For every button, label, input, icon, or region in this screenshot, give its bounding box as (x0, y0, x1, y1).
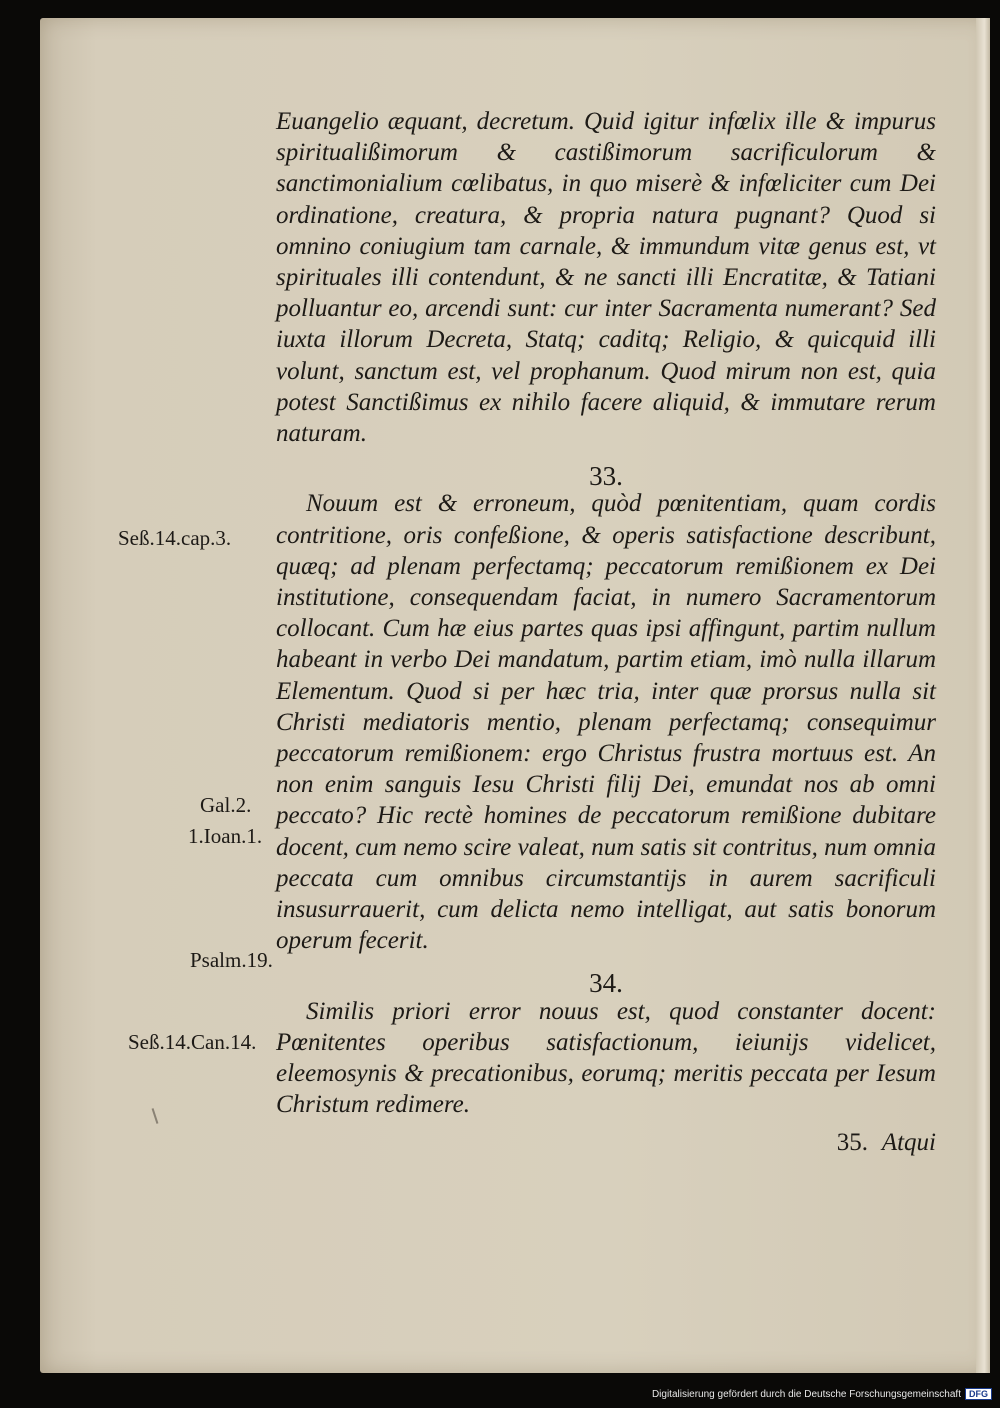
margin-note-sess14-can14: Seß.14.Can.14. (128, 1030, 257, 1054)
section-34-text: Similis priori error nouus est, quod constanter docent: Pœnitentes operibus satisfactionum, ieiunijs videlicet, eleemosynis & precationibus, eorumq; meritis peccata per Iesum Christum redimere. (276, 997, 936, 1119)
catchword-word: Atqui (881, 1128, 936, 1156)
page-edge (976, 18, 990, 1373)
pencil-mark (152, 1108, 159, 1124)
catchword (276, 1127, 936, 1158)
body-text (276, 106, 936, 1158)
footer-credit (652, 1388, 992, 1400)
section-33-text: Nouum est & erroneum, quòd pœnitentiam, quam cordis contritione, oris confeßione, & operis satisfactione describunt, quæq; ad plenam perfectamq; peccatorum remißionem ex Dei institutione, consequendam faciat, in numero Sacramentorum collocant. Cum hæ eius partes quas ipsi affingunt, partim nullum habeant in verbo Dei mandatum, partim etiam, imò nulla illarum Elementum. Quod si per hæc tria, inter quæ prorsus nulla sit Christi mediatoris mentio, plenam perfectamq; consequimur peccatorum remißionem: ergo Christus frustra mortuus est. An non enim sanguis Iesu Christi filij Dei, emundat nos ab omni peccato? Hic rectè homines de peccatorum remißione dubitare docent, cum nemo scire valeat, num satis sit contritus, num omnia peccata cum omnibus circumstantijs in aurem sacrificuli insusurrauerit, cum delicta nemo intelligat, aut satis bonorum operum fecerit. (276, 490, 936, 955)
dfg-logo-icon: DFG (965, 1388, 992, 1400)
section-number-33: 33. (589, 461, 623, 492)
margin-note-sess14-cap3: Seß.14.cap.3. (118, 526, 232, 550)
book-page (40, 18, 990, 1373)
paragraph-continued: Euangelio æquant, decretum. Quid igitur infœlix ille & impurus spiritualißimorum & castißimorum sacrificulorum & sanctimonialium cœlibatus, in quo miserè & infœliciter cum Dei ordinatione, creatura, & propria natura pugnant? Quod si omnino coniugium tam carnale, & immundum vitæ genus est, vt spirituales illi contendunt, & ne sancti illi Encratitæ, & Tatiani polluantur eo, arcendi sunt: cur inter Sacramenta numerant? Sed iuxta illorum Decreta, Statq; caditq; Religio, & quicquid illi volunt, sanctum est, vel prophanum. Quod mirum non est, quia potest Sanctißimus ex nihilo facere aliquid, & immutare rerum naturam. (276, 108, 936, 448)
margin-note-gal2: Gal.2. (200, 793, 252, 817)
section-number-34: 34. (589, 968, 623, 999)
margin-note-psalm19: Psalm.19. (190, 948, 273, 972)
margin-note-ioan1: 1.Ioan.1. (188, 824, 263, 848)
footer-credit-text: Digitalisierung gefördert durch die Deutsche Forschungsgemeinschaft (651, 1388, 961, 1400)
catchword-number: 35. (836, 1128, 869, 1156)
